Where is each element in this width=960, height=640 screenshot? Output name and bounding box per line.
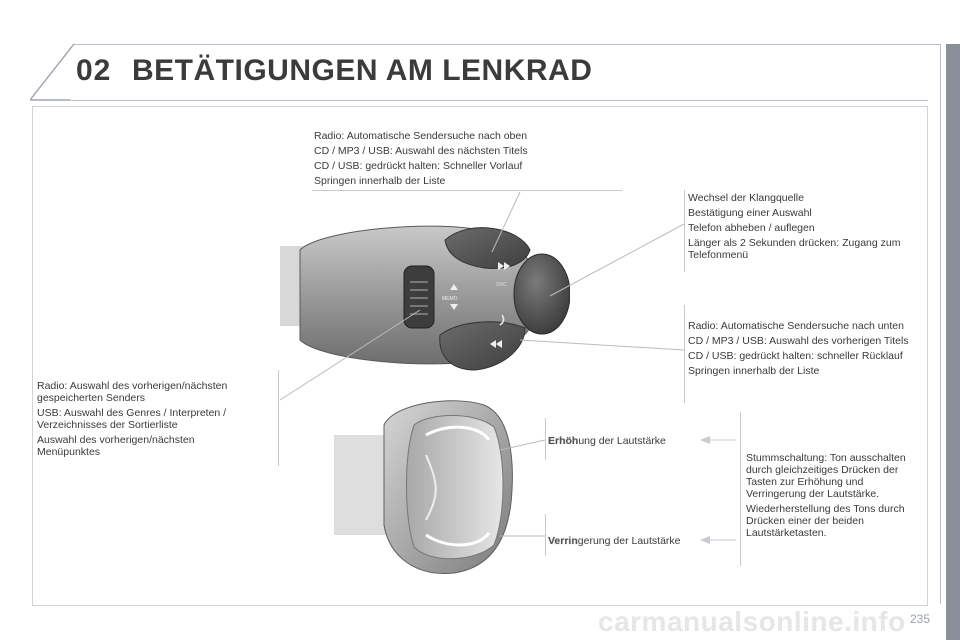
callout-bar-volume-up <box>545 418 546 460</box>
volume-up-bold: Erhöh <box>548 435 579 447</box>
callout-source-line: Telefon abheben / auflegen <box>688 222 815 234</box>
callout-previous-line: CD / USB: gedrückt halten: schneller Rücklauf <box>688 350 903 362</box>
callout-next-track-line: CD / USB: gedrückt halten: Schneller Vorlauf <box>314 160 523 172</box>
callout-memo-line: Auswahl des vorherigen/nächsten Menüpunktes <box>37 434 195 458</box>
callout-source-line: Länger als 2 Sekunden drücken: Zugang zum Telefonmenü <box>688 237 901 261</box>
callout-bar-left <box>278 370 279 466</box>
volume-up-rest: ung der Lautstärke <box>578 435 666 447</box>
callout-next-track-line: Springen innerhalb der Liste <box>314 175 446 187</box>
callout-previous-line: Radio: Automatische Sendersuche nach unten <box>688 320 904 332</box>
callout-previous-line: CD / MP3 / USB: Auswahl des vorherigen Titels <box>688 335 909 347</box>
callout-mute-line: Wiederherstellung des Tons durch Drücken einer der beiden Lautstärketasten. <box>746 503 905 539</box>
callout-source-line: Bestätigung einer Auswahl <box>688 207 812 219</box>
callout-previous-track <box>688 320 933 380</box>
callout-bar-volume-down <box>545 514 546 556</box>
watermark: carmanualsonline.info <box>598 606 906 637</box>
volume-down-rest: gerung der Lautstärke <box>577 535 681 547</box>
page-title: BETÄTIGUNGEN AM LENKRAD <box>132 54 593 87</box>
callout-next-track-line: CD / MP3 / USB: Auswahl des nächsten Titels <box>314 145 528 157</box>
callout-source-line: Wechsel der Klangquelle <box>688 192 804 204</box>
callout-memo-wheel <box>37 380 252 461</box>
src-label: SRC <box>496 282 507 288</box>
chapter-number: 02 <box>76 54 112 87</box>
page-number: 235 <box>910 612 931 626</box>
callout-volume-up <box>548 435 698 447</box>
callout-mute <box>746 452 926 542</box>
callout-next-track-line: Radio: Automatische Sendersuche nach oben <box>314 130 528 142</box>
callout-next-track <box>314 130 574 190</box>
callout-mute-line: Stummschaltung: Ton ausschalten durch gleichzeitiges Drücken der Tasten zur Erhöhung und Verringerung der Lautstärke. <box>746 452 906 500</box>
callout-source-select <box>688 192 928 264</box>
callout-memo-line: USB: Auswahl des Genres / Interpreten / Verzeichnisses der Sortierliste <box>37 407 227 431</box>
callout-volume-down <box>548 535 698 547</box>
callout-bar-mute <box>740 412 741 566</box>
callout-previous-line: Springen innerhalb der Liste <box>688 365 820 377</box>
callout-bar-mid-right <box>684 305 685 403</box>
volume-down-bold: Verrin <box>548 535 578 547</box>
callout-memo-line: Radio: Auswahl des vorherigen/nächsten gespeicherten Senders <box>37 380 228 404</box>
callout-bar-top-right <box>684 190 685 272</box>
memo-label: MEMO <box>442 296 458 302</box>
